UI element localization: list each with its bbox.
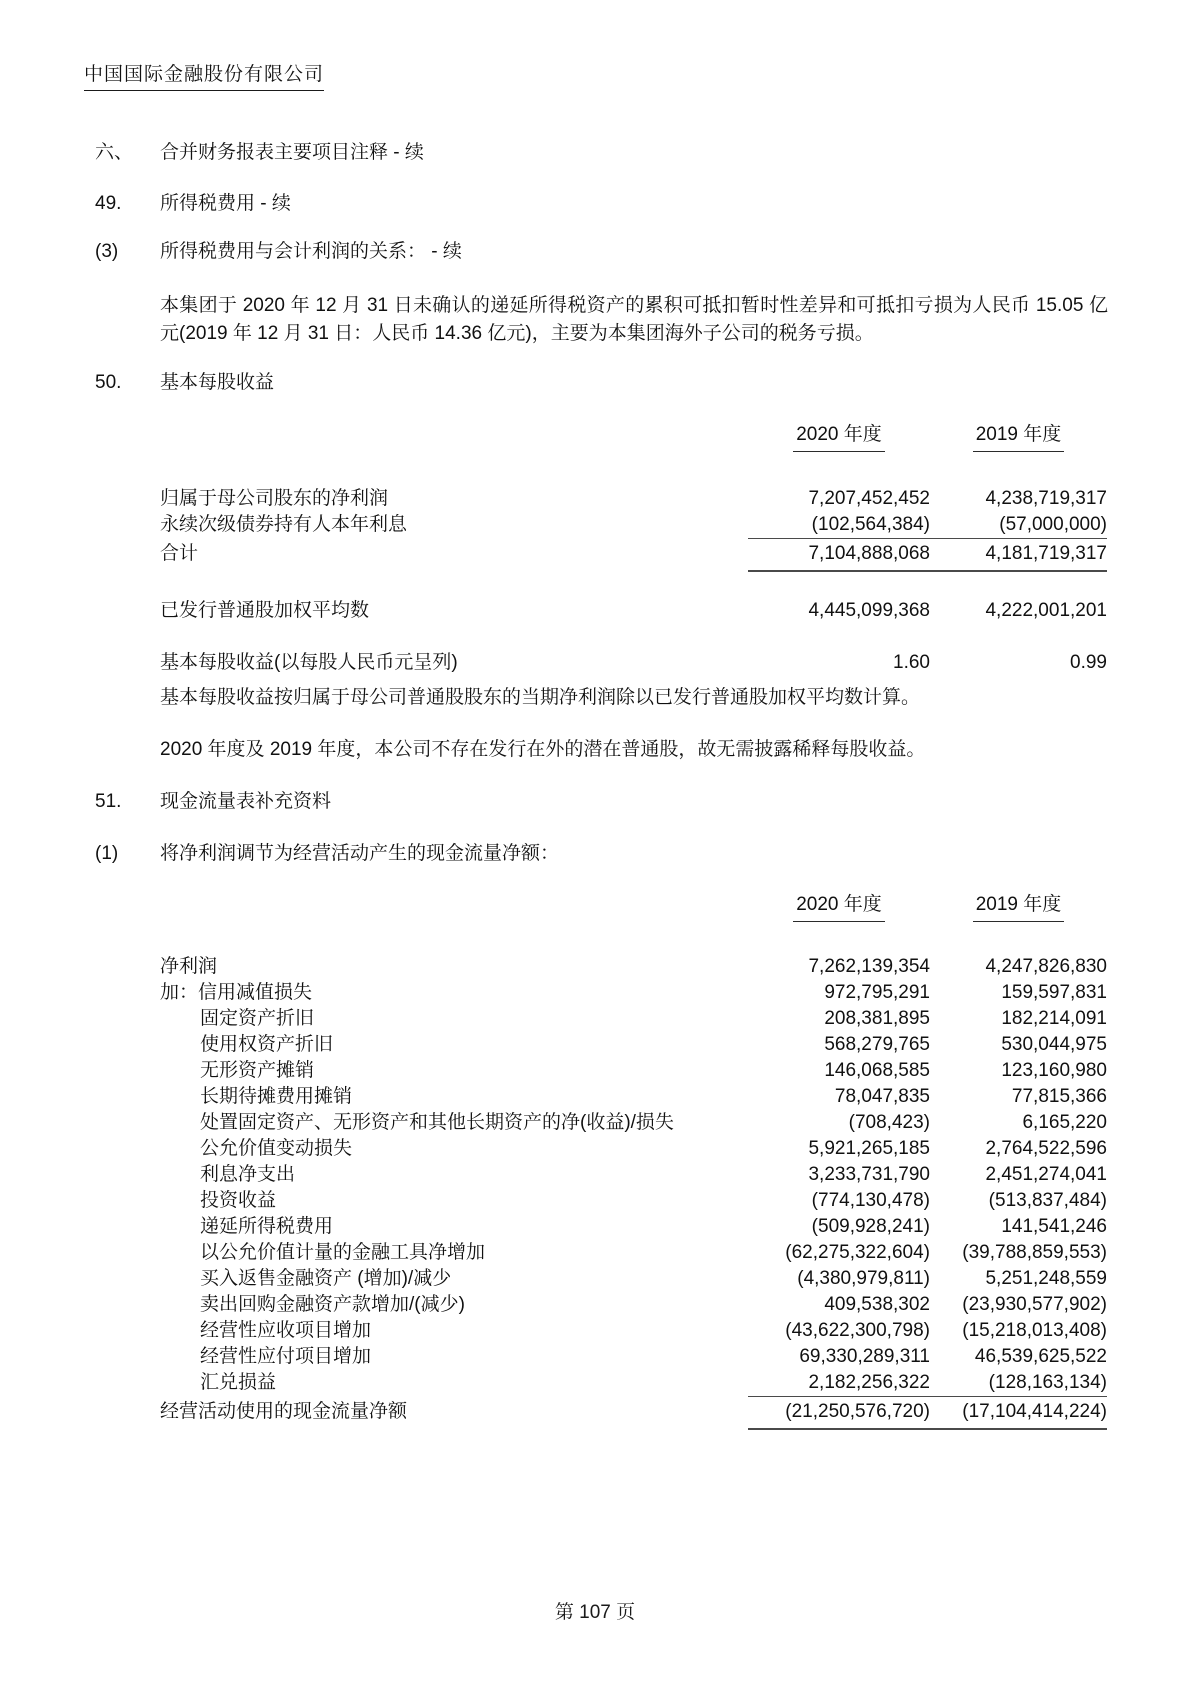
- section-50-heading: [95, 370, 1105, 396]
- table-row: [160, 1344, 1107, 1370]
- row-label: 买入返售金融资产 (增加)/减少: [200, 1268, 452, 1289]
- row-label: 加：信用减值损失: [160, 982, 313, 1003]
- table-row-total: [160, 1396, 1107, 1430]
- value-2019: 5,251,248,559: [985, 1268, 1107, 1289]
- value-2019: 46,539,625,522: [974, 1346, 1107, 1367]
- table-row: [160, 650, 1107, 676]
- row-label: 处置固定资产、无形资产和其他长期资产的净(收益)/损失: [200, 1112, 674, 1133]
- column-header-2020: 2020 年度: [793, 892, 885, 922]
- section-51-1-heading: [95, 841, 1105, 867]
- value-2019: (23,930,577,902): [962, 1294, 1107, 1315]
- column-header-2019: 2019 年度: [973, 422, 1065, 452]
- row-label: 无形资产摊销: [200, 1060, 315, 1081]
- value-2020: 5,921,265,185: [808, 1138, 930, 1159]
- value-2020: 4,445,099,368: [808, 600, 930, 621]
- table-row: [160, 1370, 1107, 1396]
- table-row: [160, 1318, 1107, 1344]
- row-label: 卖出回购金融资产款增加/(减少): [200, 1294, 465, 1315]
- value-2019: 123,160,980: [1001, 1060, 1107, 1081]
- row-label: 基本每股收益(以每股人民币元呈列): [160, 652, 458, 673]
- section-number: 50.: [95, 372, 122, 393]
- table-row: [160, 512, 1107, 538]
- row-label: 经营性应收项目增加: [200, 1320, 372, 1341]
- table-row: [160, 1006, 1107, 1032]
- value-2019: 4,247,826,830: [985, 956, 1107, 977]
- value-2020: (43,622,300,798): [785, 1320, 930, 1341]
- column-header-2020: 2020 年度: [793, 422, 885, 452]
- cashflow-table: [160, 892, 1107, 1430]
- row-label: 使用权资产折旧: [200, 1034, 334, 1055]
- value-2019: 141,541,246: [1001, 1216, 1107, 1237]
- value-2019: (57,000,000): [999, 514, 1107, 535]
- table-row: [160, 980, 1107, 1006]
- value-2020: 3,233,731,790: [808, 1164, 930, 1185]
- table-row: [160, 1188, 1107, 1214]
- value-2019: 2,451,274,041: [985, 1164, 1107, 1185]
- table-header-row: [160, 892, 1107, 922]
- table-row: [160, 1084, 1107, 1110]
- value-2019: 530,044,975: [1001, 1034, 1107, 1055]
- value-2020: (102,564,384): [811, 514, 930, 535]
- value-2020: 1.60: [893, 652, 930, 673]
- value-2020: (4,380,979,811): [797, 1268, 930, 1289]
- value-2019: (128,163,134): [988, 1372, 1107, 1393]
- value-2020: 69,330,289,311: [799, 1346, 930, 1367]
- eps-method-note: 基本每股收益按归属于母公司普通股股东的当期净利润除以已发行普通股加权平均数计算。: [160, 687, 921, 708]
- section-title: 将净利润调节为经营活动产生的现金流量净额：: [160, 843, 560, 864]
- row-label: 固定资产折旧: [200, 1008, 315, 1029]
- value-2020: (509,928,241): [811, 1216, 930, 1237]
- value-2019: 0.99: [1070, 652, 1107, 673]
- value-2020: 7,207,452,452: [808, 488, 930, 509]
- value-2019: (17,104,414,224): [930, 1396, 1107, 1430]
- value-2020: (708,423): [848, 1112, 930, 1133]
- section-49-heading: [95, 191, 1105, 217]
- table-row: [160, 1292, 1107, 1318]
- row-label: 以公允价值计量的金融工具净增加: [200, 1242, 486, 1263]
- dilution-note: 2020 年度及 2019 年度，本公司不存在发行在外的潜在普通股，故无需披露稀释每股收益。: [160, 739, 926, 760]
- table-row: [160, 1058, 1107, 1084]
- value-2019: (39,788,859,553): [962, 1242, 1107, 1263]
- row-label: 经营性应付项目增加: [200, 1346, 372, 1367]
- value-2020: 972,795,291: [824, 982, 930, 1003]
- value-2019: 4,238,719,317: [985, 488, 1107, 509]
- value-2020: (21,250,576,720): [748, 1396, 930, 1430]
- value-2020: (774,130,478): [811, 1190, 930, 1211]
- value-2019: 159,597,831: [1001, 982, 1107, 1003]
- value-2019: 6,165,220: [1022, 1112, 1107, 1133]
- section-title: 现金流量表补充资料: [160, 791, 332, 812]
- table-row: [160, 486, 1107, 512]
- section-number: 六、: [95, 142, 134, 163]
- section-number: (1): [95, 843, 119, 864]
- section-number: (3): [95, 241, 119, 262]
- value-2019: 2,764,522,596: [985, 1138, 1107, 1159]
- row-label: 利息净支出: [200, 1164, 296, 1185]
- table-row: [160, 1240, 1107, 1266]
- value-2020: 7,262,139,354: [808, 956, 930, 977]
- table-row: [160, 954, 1107, 980]
- row-label: 经营活动使用的现金流量净额: [160, 1401, 408, 1422]
- value-2019: 182,214,091: [1001, 1008, 1107, 1029]
- table-row: [160, 1110, 1107, 1136]
- value-2020: 146,068,585: [824, 1060, 930, 1081]
- value-2020: 7,104,888,068: [748, 538, 930, 572]
- table-row: [160, 1136, 1107, 1162]
- row-label: 净利润: [160, 956, 218, 977]
- section-51-heading: [95, 789, 1105, 815]
- value-2019: 4,181,719,317: [930, 538, 1107, 572]
- section-title: 所得税费用 - 续: [160, 193, 291, 214]
- company-name: 中国国际金融股份有限公司: [84, 62, 324, 91]
- value-2020: 2,182,256,322: [808, 1372, 930, 1393]
- section-number: 51.: [95, 791, 122, 812]
- row-label: 合计: [160, 543, 199, 564]
- row-label: 投资收益: [200, 1190, 277, 1211]
- value-2020: 568,279,765: [824, 1034, 930, 1055]
- row-label: 递延所得税费用: [200, 1216, 334, 1237]
- eps-table: [160, 422, 1107, 676]
- table-row: [160, 1032, 1107, 1058]
- column-header-2019: 2019 年度: [973, 892, 1065, 922]
- section-number: 49.: [95, 193, 122, 214]
- value-2020: 78,047,835: [834, 1086, 930, 1107]
- row-label: 汇兑损益: [200, 1372, 277, 1393]
- row-label: 归属于母公司股东的净利润: [160, 488, 389, 509]
- row-label: 公允价值变动损失: [200, 1138, 353, 1159]
- section-6-heading: [95, 140, 1105, 166]
- section-title: 合并财务报表主要项目注释 - 续: [160, 142, 424, 163]
- value-2020: (62,275,322,604): [785, 1242, 930, 1263]
- section-title: 所得税费用与会计利润的关系： - 续: [160, 241, 462, 262]
- value-2019: (15,218,013,408): [962, 1320, 1107, 1341]
- table-row: [160, 1162, 1107, 1188]
- value-2019: (513,837,484): [988, 1190, 1107, 1211]
- tax-note-paragraph: 本集团于 2020 年 12 月 31 日未确认的递延所得税资产的累积可抵扣暂时性差异和可抵扣亏损为人民币 15.05 亿元(2019 年 12 月 31 日：人民币 14.36 亿元)，主要为本集团海外子公司的税务亏损。: [160, 295, 1108, 344]
- table-row: [160, 1266, 1107, 1292]
- section-title: 基本每股收益: [160, 372, 275, 393]
- table-row: [160, 598, 1107, 624]
- page-number: 第 107 页: [554, 1602, 636, 1623]
- value-2019: 77,815,366: [1011, 1086, 1107, 1107]
- row-label: 长期待摊费用摊销: [200, 1086, 353, 1107]
- section-49-3-heading: [95, 239, 1105, 265]
- row-label: 已发行普通股加权平均数: [160, 600, 370, 621]
- value-2019: 4,222,001,201: [985, 600, 1107, 621]
- row-label: 永续次级债券持有人本年利息: [160, 514, 408, 535]
- table-row-total: [160, 538, 1107, 572]
- table-row: [160, 1214, 1107, 1240]
- table-header-row: [160, 422, 1107, 452]
- value-2020: 409,538,302: [824, 1294, 930, 1315]
- value-2020: 208,381,895: [824, 1008, 930, 1029]
